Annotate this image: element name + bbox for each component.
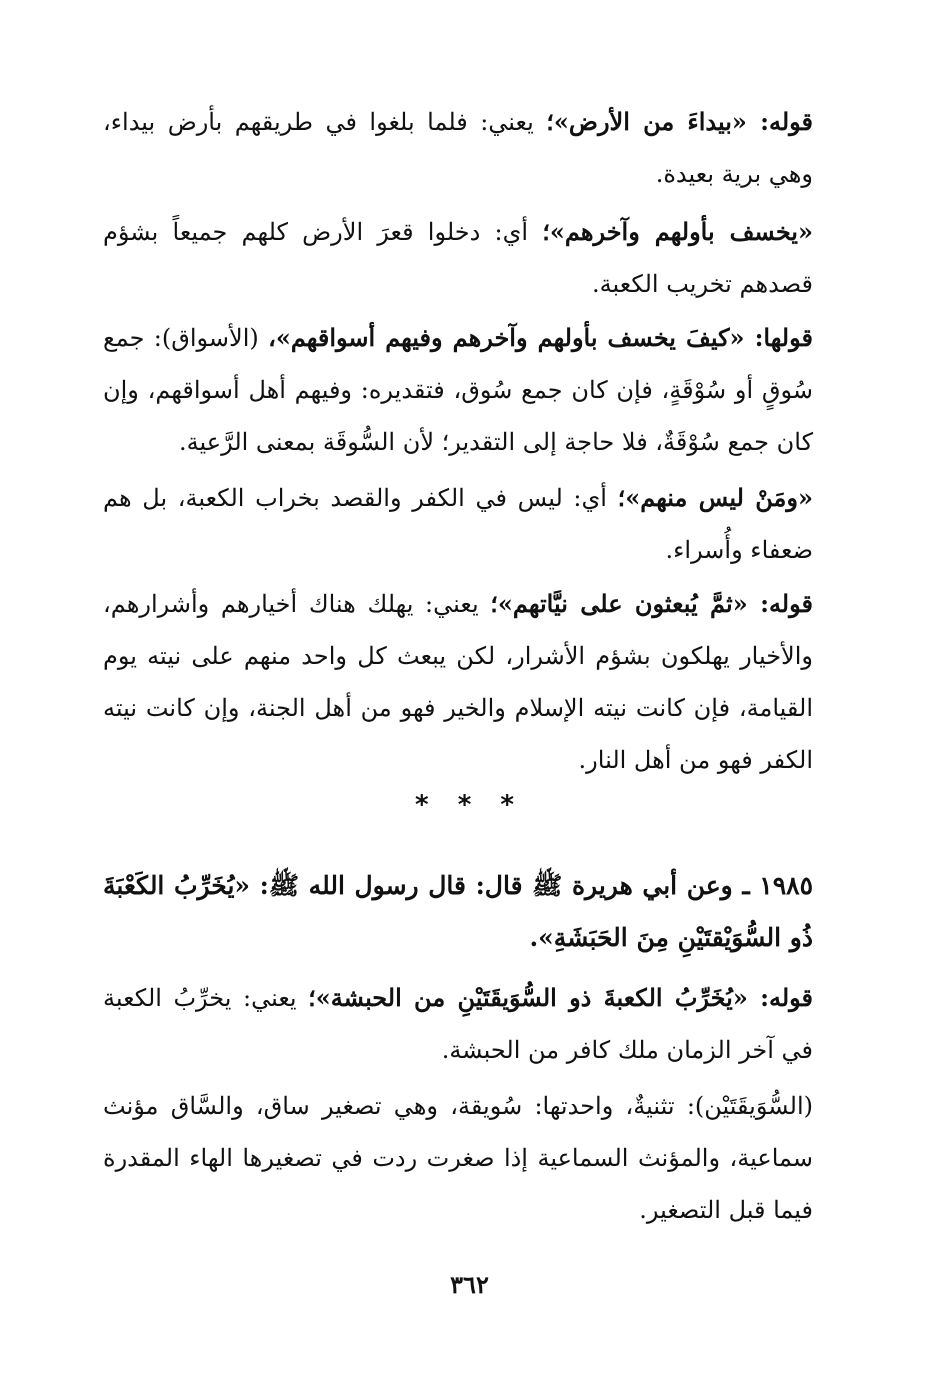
section-separator: * * * xyxy=(415,790,524,820)
hadith-paragraph: ١٩٨٥ ـ وعن أبي هريرة ﷺ قال: قال رسول الله ﷺ: «يُخَرِّبُ الكَعْبَةَ ذُو السُّوَيْقتَيْنِ مِنَ الحَبَشَةِ». xyxy=(103,871,813,952)
paragraph-text: أي: ليس في الكفر والقصد بخراب الكعبة، بل هم ضعفاء وأُسراء. xyxy=(103,484,813,564)
page-number: ٣٦٢ xyxy=(450,1270,489,1299)
quoted-phrase: قولها: «كيفَ يخسف بأولهم وآخرهم وفيهم أسواقهم»، xyxy=(268,323,813,352)
quoted-phrase: قوله: «ثمَّ يُبعثون على نيَّاتهم»؛ xyxy=(490,589,813,618)
quoted-phrase: «يخسف بأولهم وآخرهم»؛ xyxy=(542,217,813,246)
commentary-paragraph-5 xyxy=(103,578,813,786)
commentary-paragraph-3 xyxy=(103,312,813,468)
paragraph-text: يعني: فلما بلغوا في طريقهم بأرض بيداء، وهي برية بعيدة. xyxy=(103,108,813,188)
paragraph-text: يعني: يخرِّبُ الكعبة في آخر الزمان ملك كافر من الحبشة. xyxy=(103,984,813,1064)
paragraph-text: (السُّوَيقَتَيْن): تثنيةٌ، واحدتها: سُويقة، وهي تصغير ساق، والسَّاق مؤنث سماعية، والمؤنث السماعية إذا صغرت ردت في تصغيرها الهاء المقدرة فيما قبل التصغير. xyxy=(103,1092,813,1224)
commentary-paragraph-4 xyxy=(103,472,813,576)
commentary-paragraph-2 xyxy=(103,206,813,310)
commentary-paragraph-6 xyxy=(103,972,813,1076)
paragraph-text: أي: دخلوا قعرَ الأرض كلهم جميعاً بشؤم قصدهم تخريب الكعبة. xyxy=(103,218,813,298)
hadith-text xyxy=(103,860,813,964)
quoted-phrase: قوله: «بيداءَ من الأرض»؛ xyxy=(546,107,814,136)
commentary-paragraph-1 xyxy=(103,96,813,200)
commentary-paragraph-7 xyxy=(103,1080,813,1236)
quoted-phrase: قوله: «يُخَرِّبُ الكعبةَ ذو السُّوَيقَتَيْنِ من الحبشة»؛ xyxy=(308,983,814,1012)
quoted-phrase: «ومَنْ ليس منهم»؛ xyxy=(617,483,813,512)
paragraph-text: يعني: يهلك هناك أخيارهم وأشرارهم، والأخيار يهلكون بشؤم الأشرار، لكن يبعث كل واحد منهم على نيته يوم القيامة، فإن كانت نيته الإسلام والخير فهو من أهل الجنة، وإن كانت نيته الكفر فهو من أهل النار. xyxy=(103,590,813,774)
paragraph-text: (الأسواق): جمع سُوقٍ أو سُوْقَةٍ، فإن كان جمع سُوق، فتقديره: وفيهم أهل أسواقهم، وإن كان جمع سُوْقَةٌ، فلا حاجة إلى التقدير؛ لأن السُّوقَة بمعنى الرَّعية. xyxy=(103,324,813,456)
